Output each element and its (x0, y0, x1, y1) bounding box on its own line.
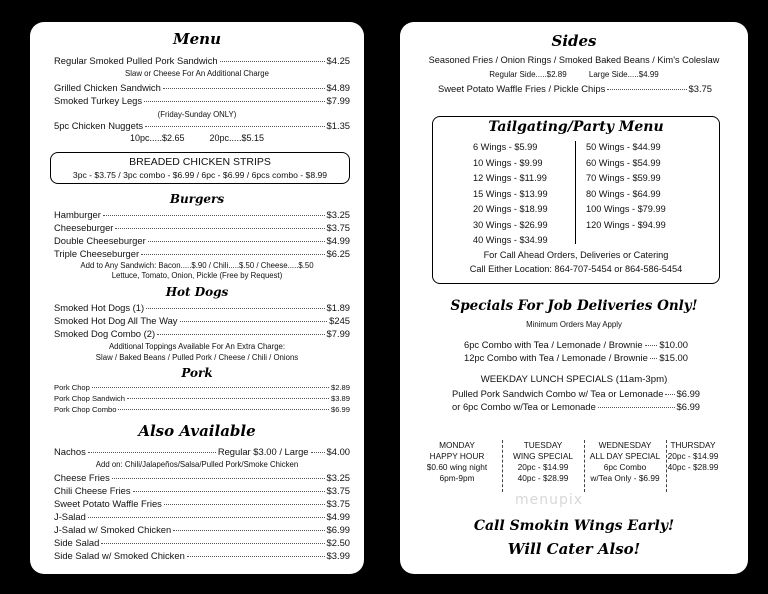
wings-left-column (473, 140, 548, 249)
item-name: J-Salad w/ Smoked Chicken (54, 524, 172, 535)
wings-price: 6 Wings - $5.99 (473, 142, 538, 152)
item-price: $10.00 (659, 339, 688, 350)
nachos-item (54, 446, 350, 457)
strips-title: BREADED CHICKEN STRIPS (129, 156, 271, 168)
item-name: Hamburger (54, 209, 101, 220)
wings-price: 15 Wings - $13.99 (473, 188, 548, 199)
item-name: Grilled Chicken Sandwich (54, 82, 161, 93)
menu-item (54, 498, 350, 509)
party-menu-box (432, 116, 720, 284)
item-price: $3.99 (326, 550, 350, 561)
item-price: $1.89 (326, 302, 350, 313)
menu-item (54, 302, 350, 313)
wings-price: 30 Wings - $26.99 (473, 219, 548, 230)
weekday-item (452, 401, 700, 412)
menu-item (54, 82, 350, 93)
day-name: THURSDAY (670, 440, 716, 450)
day-line: w/Tea Only - $6.99 (590, 473, 660, 483)
hotdogs-heading: Hot Dogs (165, 285, 229, 299)
day-line: 20pc - $14.99 (517, 462, 569, 472)
item-price: $245 (329, 315, 350, 326)
right-menu-panel (400, 22, 748, 574)
day-line: 40pc - $28.99 (667, 462, 719, 472)
item-price: $3.25 (326, 472, 350, 483)
item-price: $3.25 (326, 209, 350, 220)
wings-price: 50 Wings - $44.99 (586, 142, 661, 152)
item-name: Side Salad (54, 537, 100, 548)
item-price: $2.89 (330, 383, 350, 392)
menu-item (54, 222, 350, 233)
item-price: $15.00 (659, 352, 688, 363)
menu-item (54, 209, 350, 220)
burger-addon-note: Add to Any Sandwich: Bacon.....$.90 / Chili.....$.50 / Cheese.....$.50 (80, 261, 314, 270)
menu-item (54, 248, 350, 259)
call-either-text: Call Either Location: 864-707-5454 or 864-586-5454 (469, 264, 683, 274)
day-line: ALL DAY SPECIAL (589, 451, 661, 461)
party-heading: Tailgating/Party Menu (488, 119, 664, 135)
day-name: TUESDAY (523, 440, 563, 450)
weekday-item (452, 388, 700, 399)
menu-item (54, 120, 350, 131)
item-name: Regular Smoked Pulled Pork Sandwich (54, 55, 218, 66)
item-name: 12pc Combo with Tea / Lemonade / Brownie (464, 352, 648, 363)
wings-price: 120 Wings - $94.99 (586, 219, 666, 230)
menu-item (54, 55, 350, 66)
day-line: $0.60 wing night (426, 462, 488, 472)
menu-item (54, 511, 350, 522)
day-line: HAPPY HOUR (429, 451, 485, 461)
item-name: J-Salad (54, 511, 86, 522)
item-name: 6pc Combo with Tea / Lemonade / Brownie (464, 339, 643, 350)
day-line: 20pc - $14.99 (667, 451, 719, 461)
item-price: $6.99 (330, 405, 350, 414)
sides-heading: Sides (551, 32, 597, 50)
wings-price: 10 Wings - $9.99 (473, 157, 543, 168)
item-name: Pork Chop (54, 383, 90, 392)
item-name: Pork Chop Combo (54, 405, 117, 414)
sides-line: Seasoned Fries / Onion Rings / Smoked Baked Beans / Kim's Coleslaw (428, 55, 720, 65)
wings-price: 60 Wings - $54.99 (586, 157, 661, 168)
menu-item (54, 472, 350, 483)
item-price: $3.75 (326, 485, 350, 496)
menu-item (54, 524, 350, 535)
item-name: 5pc Chicken Nuggets (54, 120, 144, 131)
hotdog-toppings-list: Slaw / Baked Beans / Pulled Pork / Cheese / Chili / Onions (95, 353, 299, 362)
combo-item (464, 352, 688, 363)
item-name: Cheeseburger (54, 222, 114, 233)
combo-item (464, 339, 688, 350)
day-special-thursday (652, 440, 734, 473)
item-price: $3.75 (326, 498, 350, 509)
wings-price: 40 Wings - $34.99 (473, 235, 548, 245)
slaw-note: Slaw or Cheese For An Additional Charge (125, 69, 269, 78)
menu-item (54, 537, 350, 548)
day-special-tuesday (502, 440, 584, 484)
item-price: $4.25 (326, 55, 350, 66)
item-price: $6.25 (326, 248, 350, 259)
item-price: $7.99 (326, 328, 350, 339)
item-price: $7.99 (326, 95, 350, 106)
also-available-heading: Also Available (138, 422, 256, 440)
item-price: $3.75 (326, 222, 350, 233)
item-name: Cheese Fries (54, 472, 110, 483)
min-orders-note: Minimum Orders May Apply (526, 320, 622, 329)
item-name: Sweet Potato Waffle Fries (54, 498, 162, 509)
nuggets-sizes: 10pc.....$2.65 20pc.....$5.15 (129, 133, 265, 143)
wings-price: 100 Wings - $79.99 (586, 204, 666, 214)
item-name: Chili Cheese Fries (54, 485, 131, 496)
day-line: 40pc - $28.99 (517, 473, 569, 483)
chicken-strips-box (50, 152, 350, 184)
wings-price: 20 Wings - $18.99 (473, 204, 548, 214)
burgers-heading: Burgers (169, 192, 225, 206)
menu-item (54, 382, 350, 393)
menu-item (54, 95, 350, 106)
menu-item (54, 235, 350, 246)
wings-price: 12 Wings - $11.99 (473, 173, 547, 183)
item-name: Smoked Hot Dogs (1) (54, 302, 145, 313)
day-name: MONDAY (439, 440, 475, 450)
turkey-note: (Friday-Sunday ONLY) (157, 110, 237, 119)
footer-will-cater: Will Cater Also! (507, 540, 641, 558)
item-price: $6.99 (676, 388, 700, 399)
item-name: Nachos (54, 446, 86, 457)
item-price: $4.00 (326, 446, 350, 457)
nachos-addon-note: Add on: Chili/Jalapeños/Salsa/Pulled Pork/Smoke Chicken (95, 460, 299, 469)
item-price: $6.99 (326, 524, 350, 535)
menu-item (438, 83, 712, 94)
menu-item (54, 328, 350, 339)
burger-free-note: Lettuce, Tomato, Onion, Pickle (Free by Request) (111, 271, 283, 280)
wings-right-column (586, 140, 666, 233)
item-name: Smoked Dog Combo (2) (54, 328, 156, 339)
item-name: Pork Chop Sandwich (54, 394, 125, 403)
menu-item (54, 485, 350, 496)
day-name: WEDNESDAY (598, 440, 652, 450)
item-price: $2.50 (326, 537, 350, 548)
item-price: $3.75 (688, 83, 712, 94)
item-price: $3.89 (330, 394, 350, 403)
item-name: Pulled Pork Sandwich Combo w/ Tea or Lemonade (452, 388, 664, 399)
item-price: $6.99 (676, 401, 700, 412)
sides-sizes: Regular Side.....$2.89 Large Side.....$4.99 (489, 70, 659, 79)
item-name: Triple Cheeseburger (54, 248, 140, 259)
call-ahead-text: For Call Ahead Orders, Deliveries or Catering (483, 250, 669, 260)
nachos-sizes: Regular $3.00 / Large (217, 446, 309, 457)
specials-heading: Specials For Job Deliveries Only! (450, 298, 698, 314)
menu-item (54, 550, 350, 561)
item-price: $4.89 (326, 82, 350, 93)
menu-item (54, 315, 350, 326)
item-name: Smoked Turkey Legs (54, 95, 143, 106)
item-price: $1.35 (326, 120, 350, 131)
item-price: $4.99 (326, 235, 350, 246)
hotdog-toppings-note: Additional Toppings Available For An Extra Charge: (108, 342, 286, 351)
wings-price: 70 Wings - $59.99 (586, 173, 661, 183)
pork-heading: Pork (181, 366, 213, 380)
wings-divider (575, 141, 576, 244)
left-menu-panel (30, 22, 364, 574)
watermark: menupix (515, 492, 584, 508)
item-name: or 6pc Combo w/Tea or Lemonade (452, 401, 596, 412)
menu-heading: Menu (173, 30, 221, 48)
day-special-monday (416, 440, 498, 484)
strips-prices: 3pc - $3.75 / 3pc combo - $6.99 / 6pc - $6.99 / 6pcs combo - $8.99 (72, 170, 328, 180)
item-name: Smoked Hot Dog All The Way (54, 315, 178, 326)
item-name: Side Salad w/ Smoked Chicken (54, 550, 185, 561)
day-line: WING SPECIAL (513, 451, 573, 461)
weekday-title: WEEKDAY LUNCH SPECIALS (11am-3pm) (480, 374, 668, 385)
item-price: $4.99 (326, 511, 350, 522)
day-line: 6pc Combo (603, 462, 647, 472)
item-name: Sweet Potato Waffle Fries / Pickle Chips (438, 83, 606, 94)
day-line: 6pm-9pm (439, 473, 475, 483)
menu-item (54, 404, 350, 415)
item-name: Double Cheeseburger (54, 235, 146, 246)
menu-item (54, 393, 350, 404)
wings-price: 80 Wings - $64.99 (586, 188, 661, 199)
footer-call-early: Call Smokin Wings Early! (473, 518, 675, 534)
